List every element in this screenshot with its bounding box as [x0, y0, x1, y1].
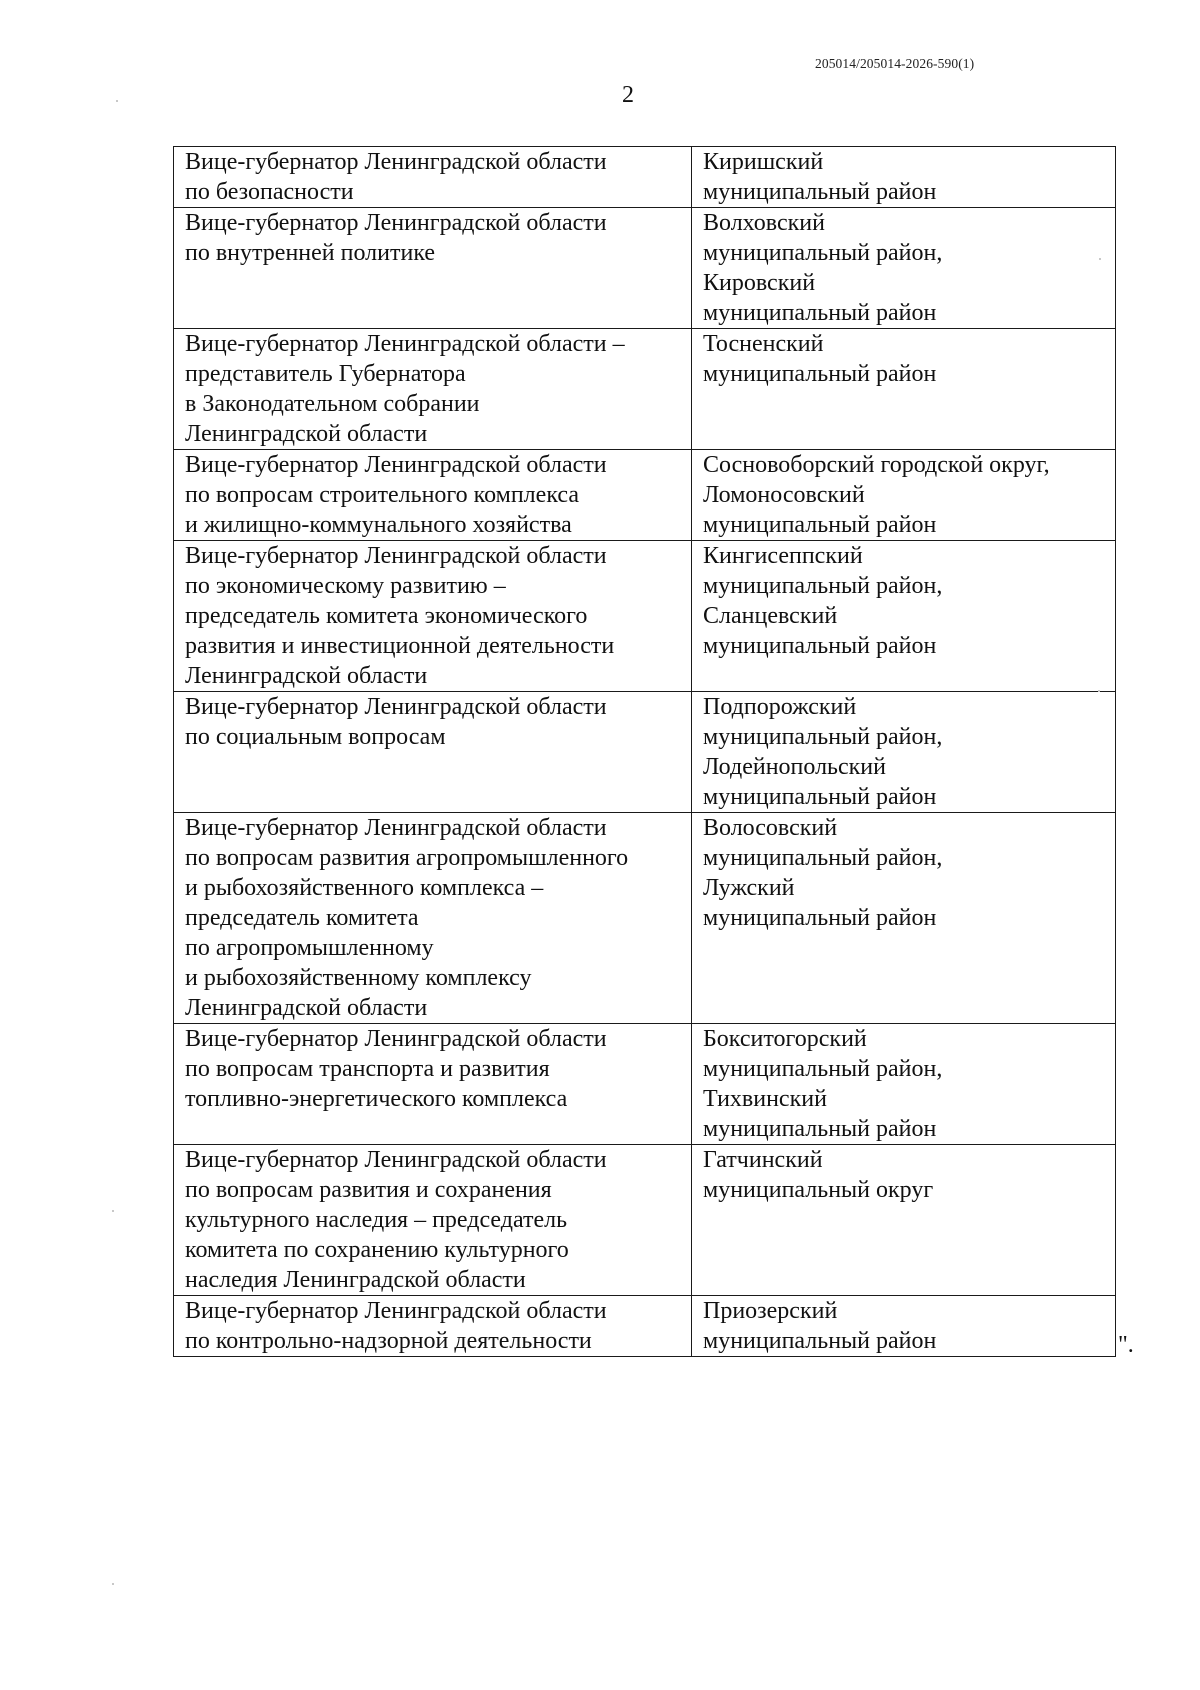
- table-row: [174, 692, 1116, 813]
- scan-speck: [112, 1583, 114, 1585]
- scan-speck: [1099, 258, 1101, 260]
- assignment-table-body: [174, 147, 1116, 1357]
- table-row: [174, 1296, 1116, 1357]
- districts-cell: Бокситогорский муниципальный район, Тихвинский муниципальный район: [692, 1024, 1116, 1145]
- position-cell: Вице-губернатор Ленинградской области по вопросам развития и сохранения культурного наследия – председатель комитета по сохранению культурного наследия Ленинградской области: [174, 1145, 692, 1296]
- assignment-table: [173, 146, 1116, 1357]
- table-row: [174, 1024, 1116, 1145]
- districts-cell: Гатчинский муниципальный округ: [692, 1145, 1116, 1296]
- closing-quote-mark: ".: [1118, 1332, 1134, 1358]
- districts-cell: Подпорожский муниципальный район, Лодейнопольский муниципальный район: [692, 692, 1116, 813]
- scan-speck: [116, 100, 118, 102]
- position-cell: Вице-губернатор Ленинградской области по безопасности: [174, 147, 692, 208]
- table-row: [174, 541, 1116, 692]
- position-cell: Вице-губернатор Ленинградской области по внутренней политике: [174, 208, 692, 329]
- districts-cell: Кингисеппский муниципальный район, Сланцевский муниципальный район: [692, 541, 1116, 692]
- districts-cell: Тосненский муниципальный район: [692, 329, 1116, 450]
- table-row: [174, 1145, 1116, 1296]
- position-cell: Вице-губернатор Ленинградской области по вопросам транспорта и развития топливно-энергетического комплекса: [174, 1024, 692, 1145]
- table-row: [174, 329, 1116, 450]
- scan-speck: [112, 1210, 114, 1212]
- position-cell: Вице-губернатор Ленинградской области по экономическому развитию – председатель комитета экономического развития и инвестиционной деятельности Ленинградской области: [174, 541, 692, 692]
- table-row: [174, 208, 1116, 329]
- districts-cell: Волосовский муниципальный район, Лужский муниципальный район: [692, 813, 1116, 1024]
- scan-speck: [1098, 690, 1100, 692]
- position-cell: Вице-губернатор Ленинградской области – представитель Губернатора в Законодательном собрании Ленинградской области: [174, 329, 692, 450]
- districts-cell: Киришский муниципальный район: [692, 147, 1116, 208]
- table-row: [174, 813, 1116, 1024]
- table-row: [174, 450, 1116, 541]
- position-cell: Вице-губернатор Ленинградской области по контрольно-надзорной деятельности: [174, 1296, 692, 1357]
- districts-cell: Приозерский муниципальный район: [692, 1296, 1116, 1357]
- districts-cell: Сосновоборский городской округ, Ломоносовский муниципальный район: [692, 450, 1116, 541]
- table-row: [174, 147, 1116, 208]
- document-id: 205014/205014-2026-590(1): [815, 56, 975, 71]
- position-cell: Вице-губернатор Ленинградской области по социальным вопросам: [174, 692, 692, 813]
- position-cell: Вице-губернатор Ленинградской области по вопросам строительного комплекса и жилищно-коммунального хозяйства: [174, 450, 692, 541]
- districts-cell: Волховский муниципальный район, Кировский муниципальный район: [692, 208, 1116, 329]
- position-cell: Вице-губернатор Ленинградской области по вопросам развития агропромышленного и рыбохозяйственного комплекса – председатель комитета по агропромышленному и рыбохозяйственному комплексу Ленинградской области: [174, 813, 692, 1024]
- page-number: 2: [622, 82, 634, 108]
